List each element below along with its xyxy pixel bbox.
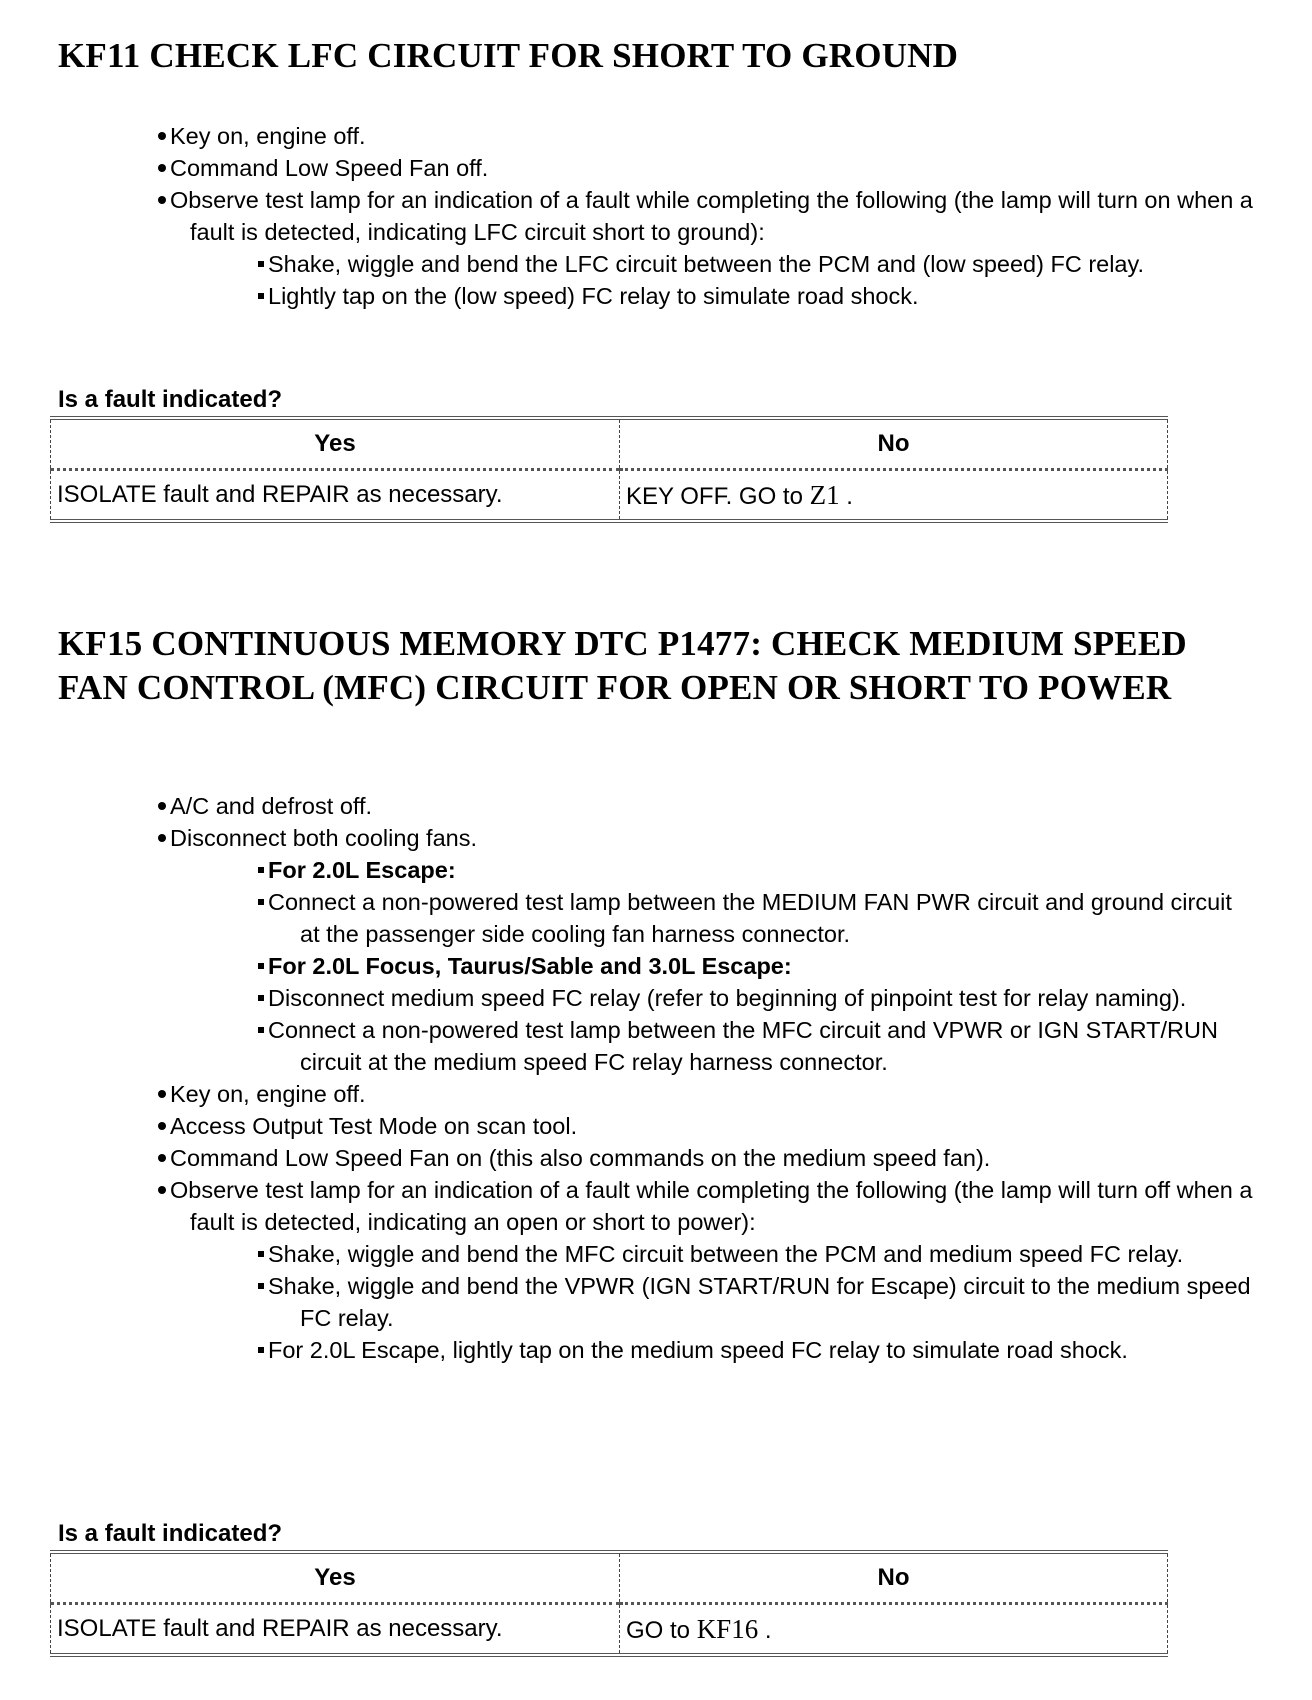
yes-column-header: Yes bbox=[51, 1552, 620, 1604]
section-title-kf11: KF11 CHECK LFC CIRCUIT FOR SHORT TO GROUND bbox=[58, 36, 959, 75]
no-action-cell bbox=[620, 470, 1168, 522]
substep-item: Shake, wiggle and bend the LFC circuit between the PCM and (low speed) FC relay. bbox=[158, 248, 1258, 280]
square-bullet-icon bbox=[258, 1251, 264, 1257]
step-item: Observe test lamp for an indication of a fault while completing the following (the lamp will turn on when a fault is detected, indicating LFC circuit short to ground): bbox=[158, 184, 1258, 248]
step-item: Command Low Speed Fan on (this also commands on the medium speed fan). bbox=[158, 1142, 1258, 1174]
square-bullet-icon bbox=[258, 1027, 264, 1033]
step-list-kf11 bbox=[158, 120, 1258, 312]
round-bullet-icon bbox=[158, 132, 166, 140]
step-list-kf15 bbox=[158, 790, 1258, 1366]
step-item: Key on, engine off. bbox=[158, 1078, 1258, 1110]
substep-item: Shake, wiggle and bend the VPWR (IGN START/RUN for Escape) circuit to the medium speed FC relay. bbox=[158, 1270, 1258, 1334]
decision-question-kf11: Is a fault indicated? bbox=[58, 386, 283, 413]
substep-item: For 2.0L Escape, lightly tap on the medium speed FC relay to simulate road shock. bbox=[158, 1334, 1258, 1366]
decision-question-kf15: Is a fault indicated? bbox=[58, 1520, 283, 1547]
round-bullet-icon bbox=[158, 834, 166, 842]
no-action-suffix: . bbox=[839, 482, 853, 510]
round-bullet-icon bbox=[158, 164, 166, 172]
round-bullet-icon bbox=[158, 196, 166, 204]
substep-item: Connect a non-powered test lamp between the MEDIUM FAN PWR circuit and ground circuit at the passenger side cooling fan harness connector. bbox=[158, 886, 1258, 950]
step-item: Key on, engine off. bbox=[158, 120, 1258, 152]
no-action-cell bbox=[620, 1604, 1168, 1656]
round-bullet-icon bbox=[158, 1090, 166, 1098]
substep-item: Lightly tap on the (low speed) FC relay to simulate road shock. bbox=[158, 280, 1258, 312]
yes-action-cell: ISOLATE fault and REPAIR as necessary. bbox=[51, 1604, 620, 1656]
square-bullet-icon bbox=[258, 1347, 264, 1353]
square-bullet-icon bbox=[258, 995, 264, 1001]
table-header-row bbox=[51, 418, 1168, 470]
round-bullet-icon bbox=[158, 1122, 166, 1130]
no-action-text: GO to bbox=[626, 1616, 697, 1644]
square-bullet-icon bbox=[258, 1283, 264, 1289]
yes-column-header: Yes bbox=[51, 418, 620, 470]
decision-table-kf15 bbox=[50, 1550, 1168, 1657]
step-item: Observe test lamp for an indication of a fault while completing the following (the lamp will turn off when a fault is detected, indicating an open or short to power): bbox=[158, 1174, 1258, 1238]
decision-table-kf11 bbox=[50, 416, 1168, 523]
square-bullet-icon bbox=[258, 867, 264, 873]
substep-item: Disconnect medium speed FC relay (refer to beginning of pinpoint test for relay naming). bbox=[158, 982, 1258, 1014]
table-row bbox=[51, 470, 1168, 522]
yes-action-cell: ISOLATE fault and REPAIR as necessary. bbox=[51, 470, 620, 522]
no-column-header: No bbox=[620, 418, 1168, 470]
square-bullet-icon bbox=[258, 261, 264, 267]
section-title-kf15: KF15 CONTINUOUS MEMORY DTC P1477: CHECK MEDIUM SPEED FAN CONTROL (MFC) CIRCUIT FOR OPEN OR SHORT TO POWER bbox=[58, 624, 1187, 707]
step-item: Access Output Test Mode on scan tool. bbox=[158, 1110, 1258, 1142]
step-item: Command Low Speed Fan off. bbox=[158, 152, 1258, 184]
no-column-header: No bbox=[620, 1552, 1168, 1604]
table-header-row bbox=[51, 1552, 1168, 1604]
goto-z1-link[interactable]: Z1 bbox=[809, 479, 840, 510]
goto-kf16-link[interactable]: KF16 bbox=[696, 1613, 759, 1644]
step-item: A/C and defrost off. bbox=[158, 790, 1258, 822]
table-row bbox=[51, 1604, 1168, 1656]
substep-item: Shake, wiggle and bend the MFC circuit between the PCM and medium speed FC relay. bbox=[158, 1238, 1258, 1270]
no-action-suffix: . bbox=[758, 1616, 772, 1644]
no-action-text: KEY OFF. GO to bbox=[626, 482, 810, 510]
substep-heading: For 2.0L Focus, Taurus/Sable and 3.0L Escape: bbox=[158, 950, 1258, 982]
round-bullet-icon bbox=[158, 802, 166, 810]
square-bullet-icon bbox=[258, 293, 264, 299]
substep-item: Connect a non-powered test lamp between the MFC circuit and VPWR or IGN START/RUN circuit at the medium speed FC relay harness connector. bbox=[158, 1014, 1258, 1078]
substep-heading: For 2.0L Escape: bbox=[158, 854, 1258, 886]
round-bullet-icon bbox=[158, 1186, 166, 1194]
step-item: Disconnect both cooling fans. bbox=[158, 822, 1258, 854]
square-bullet-icon bbox=[258, 963, 264, 969]
round-bullet-icon bbox=[158, 1154, 166, 1162]
square-bullet-icon bbox=[258, 899, 264, 905]
